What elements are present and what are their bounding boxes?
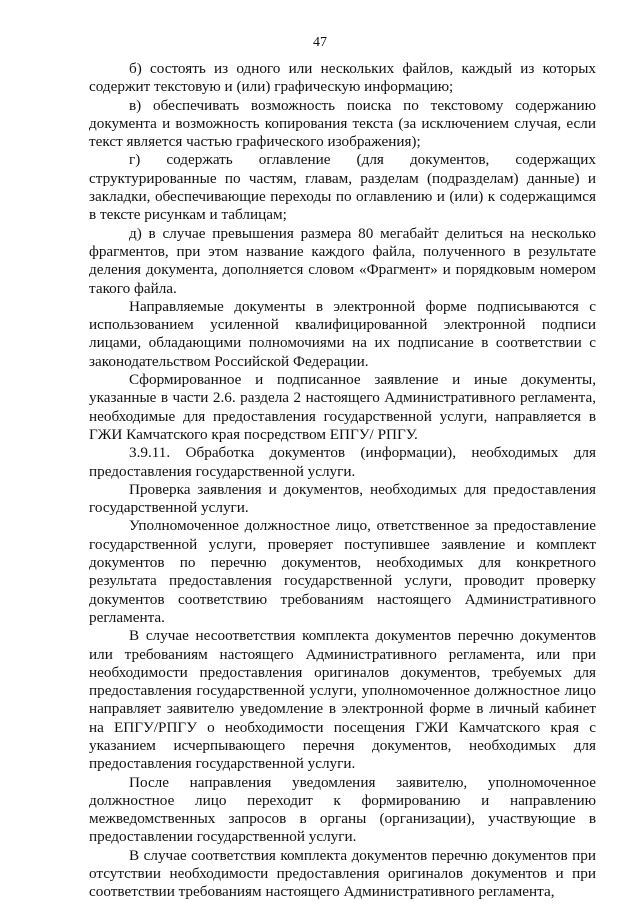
paragraph-submission: Сформированное и подписанное заявление и иные документы, указанные в части 2.6. раздела 2 настоящего Административного регламента, необходимые для предоставления государственной услуги, направляется в ГЖИ Камчатского края посредством ЕПГУ/ РПГУ.	[89, 371, 596, 443]
page-number: 47	[313, 35, 327, 50]
paragraph-v: в) обеспечивать возможность поиска по текстовому содержанию документа и возможность копирования текста (за исключением случая, если текст является частью графического изображения);	[89, 96, 596, 151]
paragraph-signature: Направляемые документы в электронной форме подписываются с использованием усиленной квалифицированной электронной подписи лицами, обладающими полномочиями на их подписание в соответствии с законодательством Российской Федерации.	[89, 297, 596, 370]
paragraph-mismatch: В случае несоответствия комплекта документов перечню документов или требованиям настоящего Административного регламента, или при необходимости предоставления оригиналов документов, требуемых для предоставления государственной услуги, уполномоченное должностное лицо направляет заявителю уведомление в электронной форме в личный кабинет на ЕПГУ/РПГУ о необходимости посещения ГЖИ Камчатского края с указанием исчерпывающего перечня документов, необходимых для предоставления государственной услуги.	[89, 627, 596, 773]
paragraph-official-check: Уполномоченное должностное лицо, ответственное за предоставление государственной услуги, проверяет поступившее заявление и комплект документов по перечню документов, необходимых для конкретного результата предоставления государственной услуги, проводит проверку документов соответствию требованиям настоящего Административного регламента.	[89, 517, 596, 626]
paragraph-g: г) содержать оглавление (для документов, содержащих структурированные по частям, главам, разделам (подразделам) данные) и закладки, обеспечивающие переходы по оглавлению и (или) к содержащимся в тексте рисункам и таблицам;	[89, 151, 596, 224]
paragraph-check-heading: Проверка заявления и документов, необходимых для предоставления государственной услуги.	[89, 480, 596, 517]
paragraph-b: б) состоять из одного или нескольких файлов, каждый из которых содержит текстовую и (или) графическую информацию;	[89, 60, 596, 96]
paragraph-d: д) в случае превышения размера 80 мегабайт делиться на несколько фрагментов, при этом название каждого файла, полученного в результате деления документа, дополняется словом «Фрагмент» и порядковым номером такого файла.	[89, 224, 596, 297]
paragraph-after-notice: После направления уведомления заявителю, уполномоченное должностное лицо переходит к формированию и направлению межведомственных запросов в органы (организации), участвующие в предоставлении государственной услуги.	[89, 773, 596, 846]
paragraph-match: В случае соответствия комплекта документов перечню документов при отсутствии необходимости предоставления оригиналов документов и при соответствии требованиям настоящего Административного регламента,	[89, 846, 596, 901]
document-body	[89, 60, 596, 902]
paragraph-section-3-9-11: 3.9.11. Обработка документов (информации), необходимых для предоставления государственной услуги.	[89, 444, 596, 480]
